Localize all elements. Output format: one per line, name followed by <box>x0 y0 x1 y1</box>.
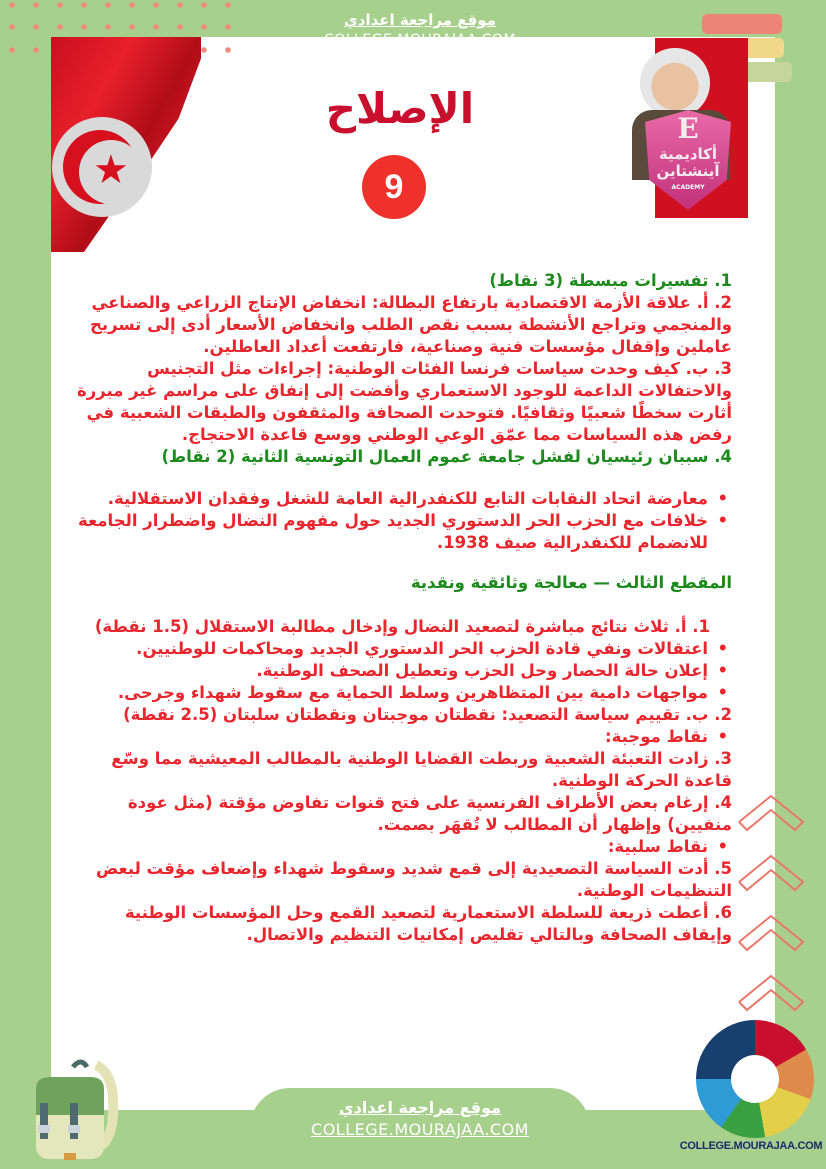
q1a-bullet: • اعتقالات ونفي قادة الحزب الحر الدستوري الجديد ومحاكمات للوطنيين. <box>62 638 732 660</box>
logo-letter: E <box>677 112 699 145</box>
answer-3b: 3. ب. كيف وحدت سياسات فرنسا الفئات الوطنية: إجراءات مثل التجنيس والاحتفالات الداعمة للوجود الاستعماري وأفضت إلى إنفاق على مراسم غير مبررة أثارت سخطًا شعبيًا وثقافيًا. فتوحدت الصحافة والمثقفون والطبقات الشعبية في رفض هذه السياسات مما عمّق الوعي الوطني ووسع قاعدة الاحتجاج. <box>76 359 732 444</box>
part3-q2b: 2. ب. تقييم سياسة التصعيد: نقطتان موجبتان ونقطتان سلبتان (2.5 نقطة) <box>123 705 732 724</box>
q4-bullet: • خلافات مع الحزب الحر الدستوري الجديد حول مفهوم النضال واضطرار الجامعة للانضمام للكنفدرالية صيف 1938. <box>62 510 732 554</box>
answer-2a: 2. أ. علاقة الأزمة الاقتصادية بارتفاع البطالة: انخفاض الإنتاج الزراعي والصناعي والمنجمي وتراجع الأنشطة بسبب نقص الطلب وانخفاض الأسعار أدى إلى تسريح عاملين وإقفال مؤسسات فنية وصناعية، فارتفعت أعداد العاطلين. <box>89 293 732 356</box>
header-site-link[interactable] <box>280 10 560 50</box>
decorative-dots <box>0 24 240 30</box>
footer-site-url: COLLEGE.MOURAJAA.COM <box>311 1120 529 1139</box>
einstein-portrait <box>640 48 710 118</box>
wheel-center <box>731 1055 779 1103</box>
logo-name-line2: آينشتاين <box>656 162 720 180</box>
page-number-badge: 9 <box>362 155 426 219</box>
page-title: الإصلاح <box>325 84 475 133</box>
footer-site-link[interactable] <box>270 1097 570 1141</box>
chevron-up-icon <box>735 972 807 1014</box>
negative-points-label: • نقاط سلبية: <box>62 836 732 858</box>
brand-url: COLLEGE.MOURAJAA.COM <box>679 1140 823 1152</box>
backpack-icon <box>18 1055 118 1160</box>
chevron-up-icon <box>735 912 807 954</box>
chevron-up-icon <box>735 852 807 894</box>
positive-points-label: • نقاط موجبة: <box>62 726 732 748</box>
positive-point-3: 3. زادت التعبئة الشعبية وربطت القضايا الوطنية بالمطالب المعيشية مما وسّع قاعدة الحركة الوطنية. <box>111 749 732 790</box>
header-site-name: موقع مراجعة اعدادي <box>344 11 496 29</box>
question-4-heading: 4. سببان رئيسيان لفشل جامعة عموم العمال التونسية الثانية (2 نقاط) <box>161 447 732 466</box>
negative-point-5: 5. أدت السياسة التصعيدية إلى قمع شديد وسقوط شهداء وإضعاف مؤقت لبعض التنظيمات الوطنية. <box>96 859 732 900</box>
answer-content <box>62 270 732 946</box>
negative-point-6: 6. أعطت ذريعة للسلطة الاستعمارية لتصعيد القمع وحل المؤسسات الوطنية وإيقاف الصحافة وبالتالي تقليص إمكانيات التنظيم والاتصال. <box>124 903 732 944</box>
question-1-heading: 1. تفسيرات مبسطة (3 نقاط) <box>489 271 732 290</box>
section-heading: المقطع الثالث — معالجة وثائقية ونقدية <box>410 573 732 592</box>
decorative-dots <box>0 2 240 8</box>
logo-name-line1: أكاديمية <box>658 145 718 163</box>
header-site-url: COLLEGE.MOURAJAA.COM <box>324 32 516 48</box>
q1a-bullet: • إعلان حالة الحصار وحل الحزب وتعطيل الصحف الوطنية. <box>62 660 732 682</box>
logo-name <box>645 146 731 180</box>
q4-bullet: • معارضة اتحاد النقابات التابع للكنفدرالية العامة للشغل وفقدان الاستقلالية. <box>62 488 732 510</box>
star-icon: ★ <box>93 147 129 193</box>
positive-point-4: 4. إرغام بعض الأطراف الفرنسية على فتح قنوات تفاوض مؤقتة (مثل عودة منفيين) وإظهار أن المطالب لا تُقهَر بصمت. <box>127 793 732 834</box>
q1a-bullet: • مواجهات دامية بين المتظاهرين وسلط الحماية مع سقوط شهداء وجرحى. <box>62 682 732 704</box>
tunisia-flag-image <box>51 37 201 252</box>
footer-site-name: موقع مراجعة اعدادي <box>338 1098 502 1117</box>
part3-q1a: 1. أ. ثلاث نتائج مباشرة لتصعيد النضال وإدخال مطالبة الاستقلال (1.5 نقطة) <box>94 617 710 636</box>
chevron-up-icon <box>735 792 807 834</box>
logo-sub: ACADEMY <box>671 184 705 191</box>
